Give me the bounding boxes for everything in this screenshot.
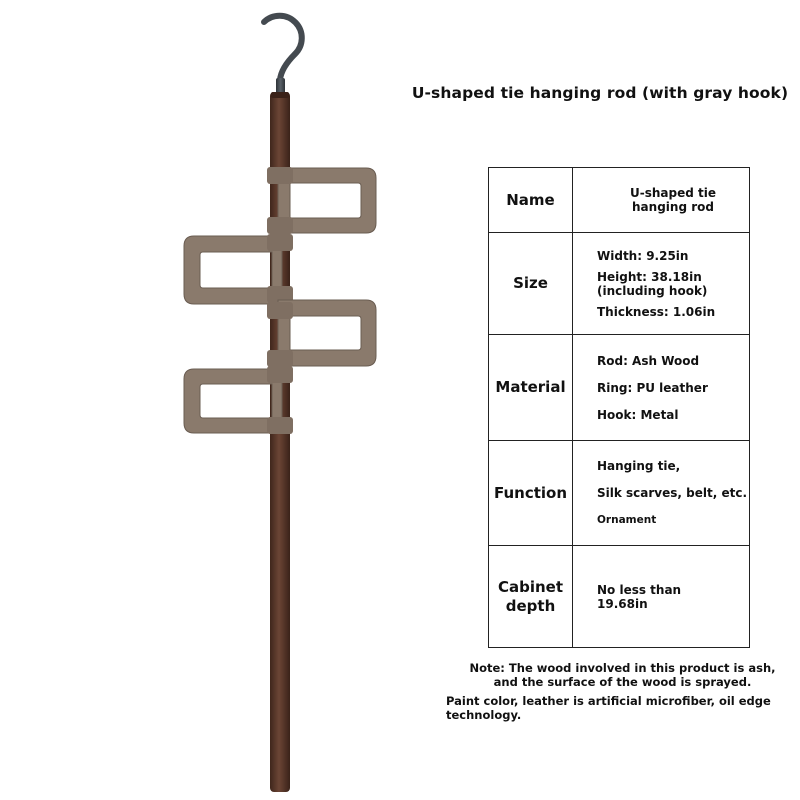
material-rod: Rod: Ash Wood [597, 353, 700, 368]
name-value-line1: U-shaped tie [630, 186, 716, 200]
hook-icon [264, 16, 302, 94]
spec-value-size [573, 233, 750, 335]
leather-loop-3 [267, 300, 376, 367]
spec-row-cabinet-depth [489, 546, 750, 648]
spec-value-function [573, 441, 750, 546]
material-ring: Ring: PU leather [597, 380, 708, 395]
spec-label-name: Name [489, 168, 573, 233]
note-block [400, 661, 800, 689]
material-hook: Hook: Metal [597, 407, 679, 422]
spec-row-function [489, 441, 750, 546]
spec-value-name [573, 168, 750, 233]
function-line3: Ornament [597, 514, 657, 526]
note-line3: Paint color, leather is artificial microfiber, oil edge technology. [446, 694, 771, 722]
spec-label-function: Function [489, 441, 573, 546]
leather-loop-2 [184, 234, 293, 304]
leather-loop-4 [184, 366, 293, 434]
cabinet-depth-value-line1: No less than [597, 582, 682, 597]
cabinet-depth-value-line2: 19.68in [597, 596, 648, 611]
spec-value-cabinet-depth [573, 546, 750, 648]
spec-row-material [489, 335, 750, 441]
spec-row-name [489, 168, 750, 233]
spec-label-cabinet-depth [489, 546, 573, 648]
product-title: U-shaped tie hanging rod (with gray hook) [411, 84, 789, 102]
note-line1: Note: The wood involved in this product is ash, [469, 661, 776, 675]
spec-label-material: Material [489, 335, 573, 441]
size-height-line1: Height: 38.18in [597, 269, 702, 284]
spec-value-material [573, 335, 750, 441]
size-thickness: Thickness: 1.06in [597, 304, 716, 319]
cabinet-depth-label-line2: depth [505, 596, 556, 615]
size-height-line2: (including hook) [597, 283, 708, 298]
cabinet-depth-label-line1: Cabinet [497, 577, 564, 596]
size-width: Width: 9.25in [597, 248, 689, 263]
spec-table [488, 167, 750, 648]
function-line2: Silk scarves, belt, etc. [597, 486, 747, 500]
spec-row-size [489, 233, 750, 335]
spec-label-size: Size [489, 233, 573, 335]
name-value-line2: hanging rod [632, 200, 714, 214]
function-line1: Hanging tie, [597, 459, 681, 473]
note-line2: and the surface of the wood is sprayed. [493, 675, 752, 689]
leather-loop-1 [267, 167, 376, 234]
